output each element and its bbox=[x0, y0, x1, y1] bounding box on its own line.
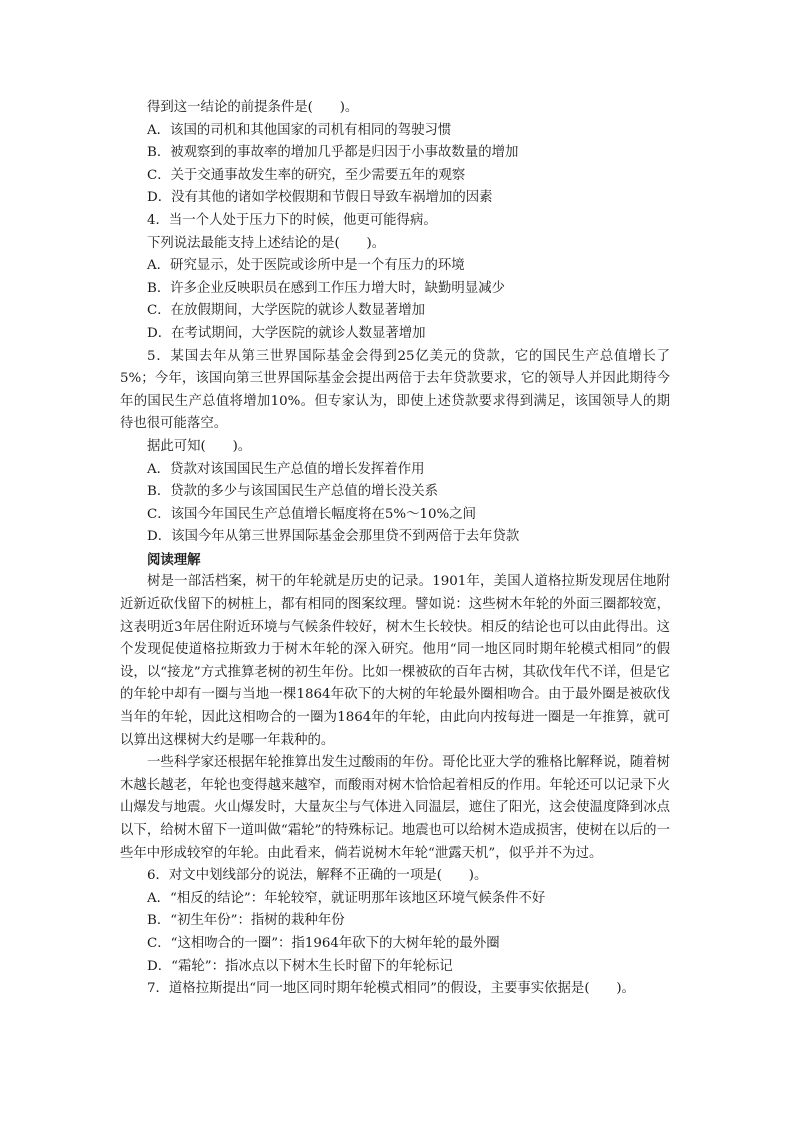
q5-option-a: A．贷款对该国国民生产总值的增长发挥着作用 bbox=[147, 461, 425, 477]
q4-option-a: A．研究显示，处于医院或诊所中是一个有压力的环境 bbox=[147, 258, 465, 274]
q4-option-d: D．在考试期间，大学医院的就诊人数显著增加 bbox=[147, 325, 426, 341]
q3-stem-continuation: 得到这一结论的前提条件是( )。 bbox=[147, 100, 359, 115]
q7-stem: 7．道格拉斯提出“同一地区同时期年轮模式相同”的假设，主要事实依据是( )。 bbox=[147, 981, 635, 997]
q5-option-d: D．该国今年从第三世界国际基金会那里贷不到两倍于去年贷款 bbox=[147, 529, 520, 545]
q5-stem: 5．某国去年从第三世界国际基金会得到25亿美元的贷款，它的国民生产总值增长了5%；今年，该国向第三世界国际基金会提出两倍于去年贷款要求，它的领导人并因此期待今年的国民生产总值将增加10%。但专家认为，即使上述贷款要求得到满足，该国领导人的期待也很可能落空。 bbox=[120, 348, 670, 432]
reading-heading: 阅读理解 bbox=[147, 551, 201, 568]
q4-option-b: B．许多企业反映职员在感到工作压力增大时，缺勤明显减少 bbox=[147, 280, 505, 296]
q4-option-c: C．在放假期间，大学医院的就诊人数显著增加 bbox=[147, 303, 426, 319]
q6-stem: 6．对文中划线部分的说法，解释不正确的一项是( )。 bbox=[147, 868, 488, 884]
q4-stem: 4．当一个人处于压力下的时候，他更可能得病。 bbox=[147, 212, 437, 228]
q6-option-a: A．“相反的结论”：年轮较窄，就证明那年该地区环境气候条件不好 bbox=[147, 890, 546, 906]
q6-option-c: C．“这相吻合的一圈”：指1964年砍下的大树年轮的最外圈 bbox=[147, 935, 500, 951]
reading-paragraph-1: 树是一部活档案，树干的年轮就是历史的记录。1901年，美国人道格拉斯发现居住地附近新近砍伐留下的树桩上，都有相同的图案纹理。譬如说：这些树木年轮的外面三圈都较宽，这表明近3年居住附近环境与气候条件较好，树木生长较快。相反的结论也可以由此得出。这个发现促使道格拉斯致力于树木年轮的深入研究。他用“同一地区同时期年轮模式相同”的假设，以“接龙”方式推算老树的初生年份。比如一棵被砍的百年古树，其砍伐年代不详，但是它的年轮中却有一圈与当地一棵1864年砍下的大树的年轮最外圈相吻合。由于最外圈是被砍伐当年的年轮，因此这相吻合的一圈为1864年的年轮，由此向内按每进一圈是一年推算，就可以算出这棵树大约是哪一年栽种的。 bbox=[120, 574, 670, 748]
q5-question: 据此可知( )。 bbox=[147, 438, 252, 454]
document-page bbox=[120, 97, 670, 1001]
q5-option-b: B．贷款的多少与该国国民生产总值的增长没关系 bbox=[147, 484, 439, 500]
reading-paragraph-2: 一些科学家还根据年轮推算出发生过酸雨的年份。哥伦比亚大学的雅格比解释说，随着树木越长越老，年轮也变得越来越窄，而酸雨对树木恰恰起着相反的作用。年轮还可以记录下火山爆发与地震。火山爆发时，大量灰尘与气体进入同温层，遮住了阳光，这会使温度降到冰点以下，给树木留下一道叫做“霜轮”的特殊标记。地震也可以给树木造成损害，使树在以后的一些年中形成较窄的年轮。由此看来，倘若说树木年轮“泄露天机”，似乎并不为过。 bbox=[120, 755, 670, 861]
q3-option-c: C．关于交通事故发生率的研究，至少需要五年的观察 bbox=[147, 167, 466, 183]
q5-option-c: C．该国今年国民生产总值增长幅度将在5%～10%之间 bbox=[147, 506, 477, 522]
q3-option-b: B．被观察到的事故率的增加几乎都是归因于小事故数量的增加 bbox=[147, 145, 519, 161]
q6-option-d: D．“霜轮”：指冰点以下树木生长时留下的年轮标记 bbox=[147, 958, 453, 974]
q3-option-d: D．没有其他的诸如学校假期和节假日导致车祸增加的因素 bbox=[147, 190, 493, 206]
q6-option-b: B．“初生年份”：指树的栽种年份 bbox=[147, 913, 345, 929]
q4-question: 下列说法最能支持上述结论的是( )。 bbox=[147, 235, 386, 251]
q3-option-a: A．该国的司机和其他国家的司机有相同的驾驶习惯 bbox=[147, 122, 452, 138]
